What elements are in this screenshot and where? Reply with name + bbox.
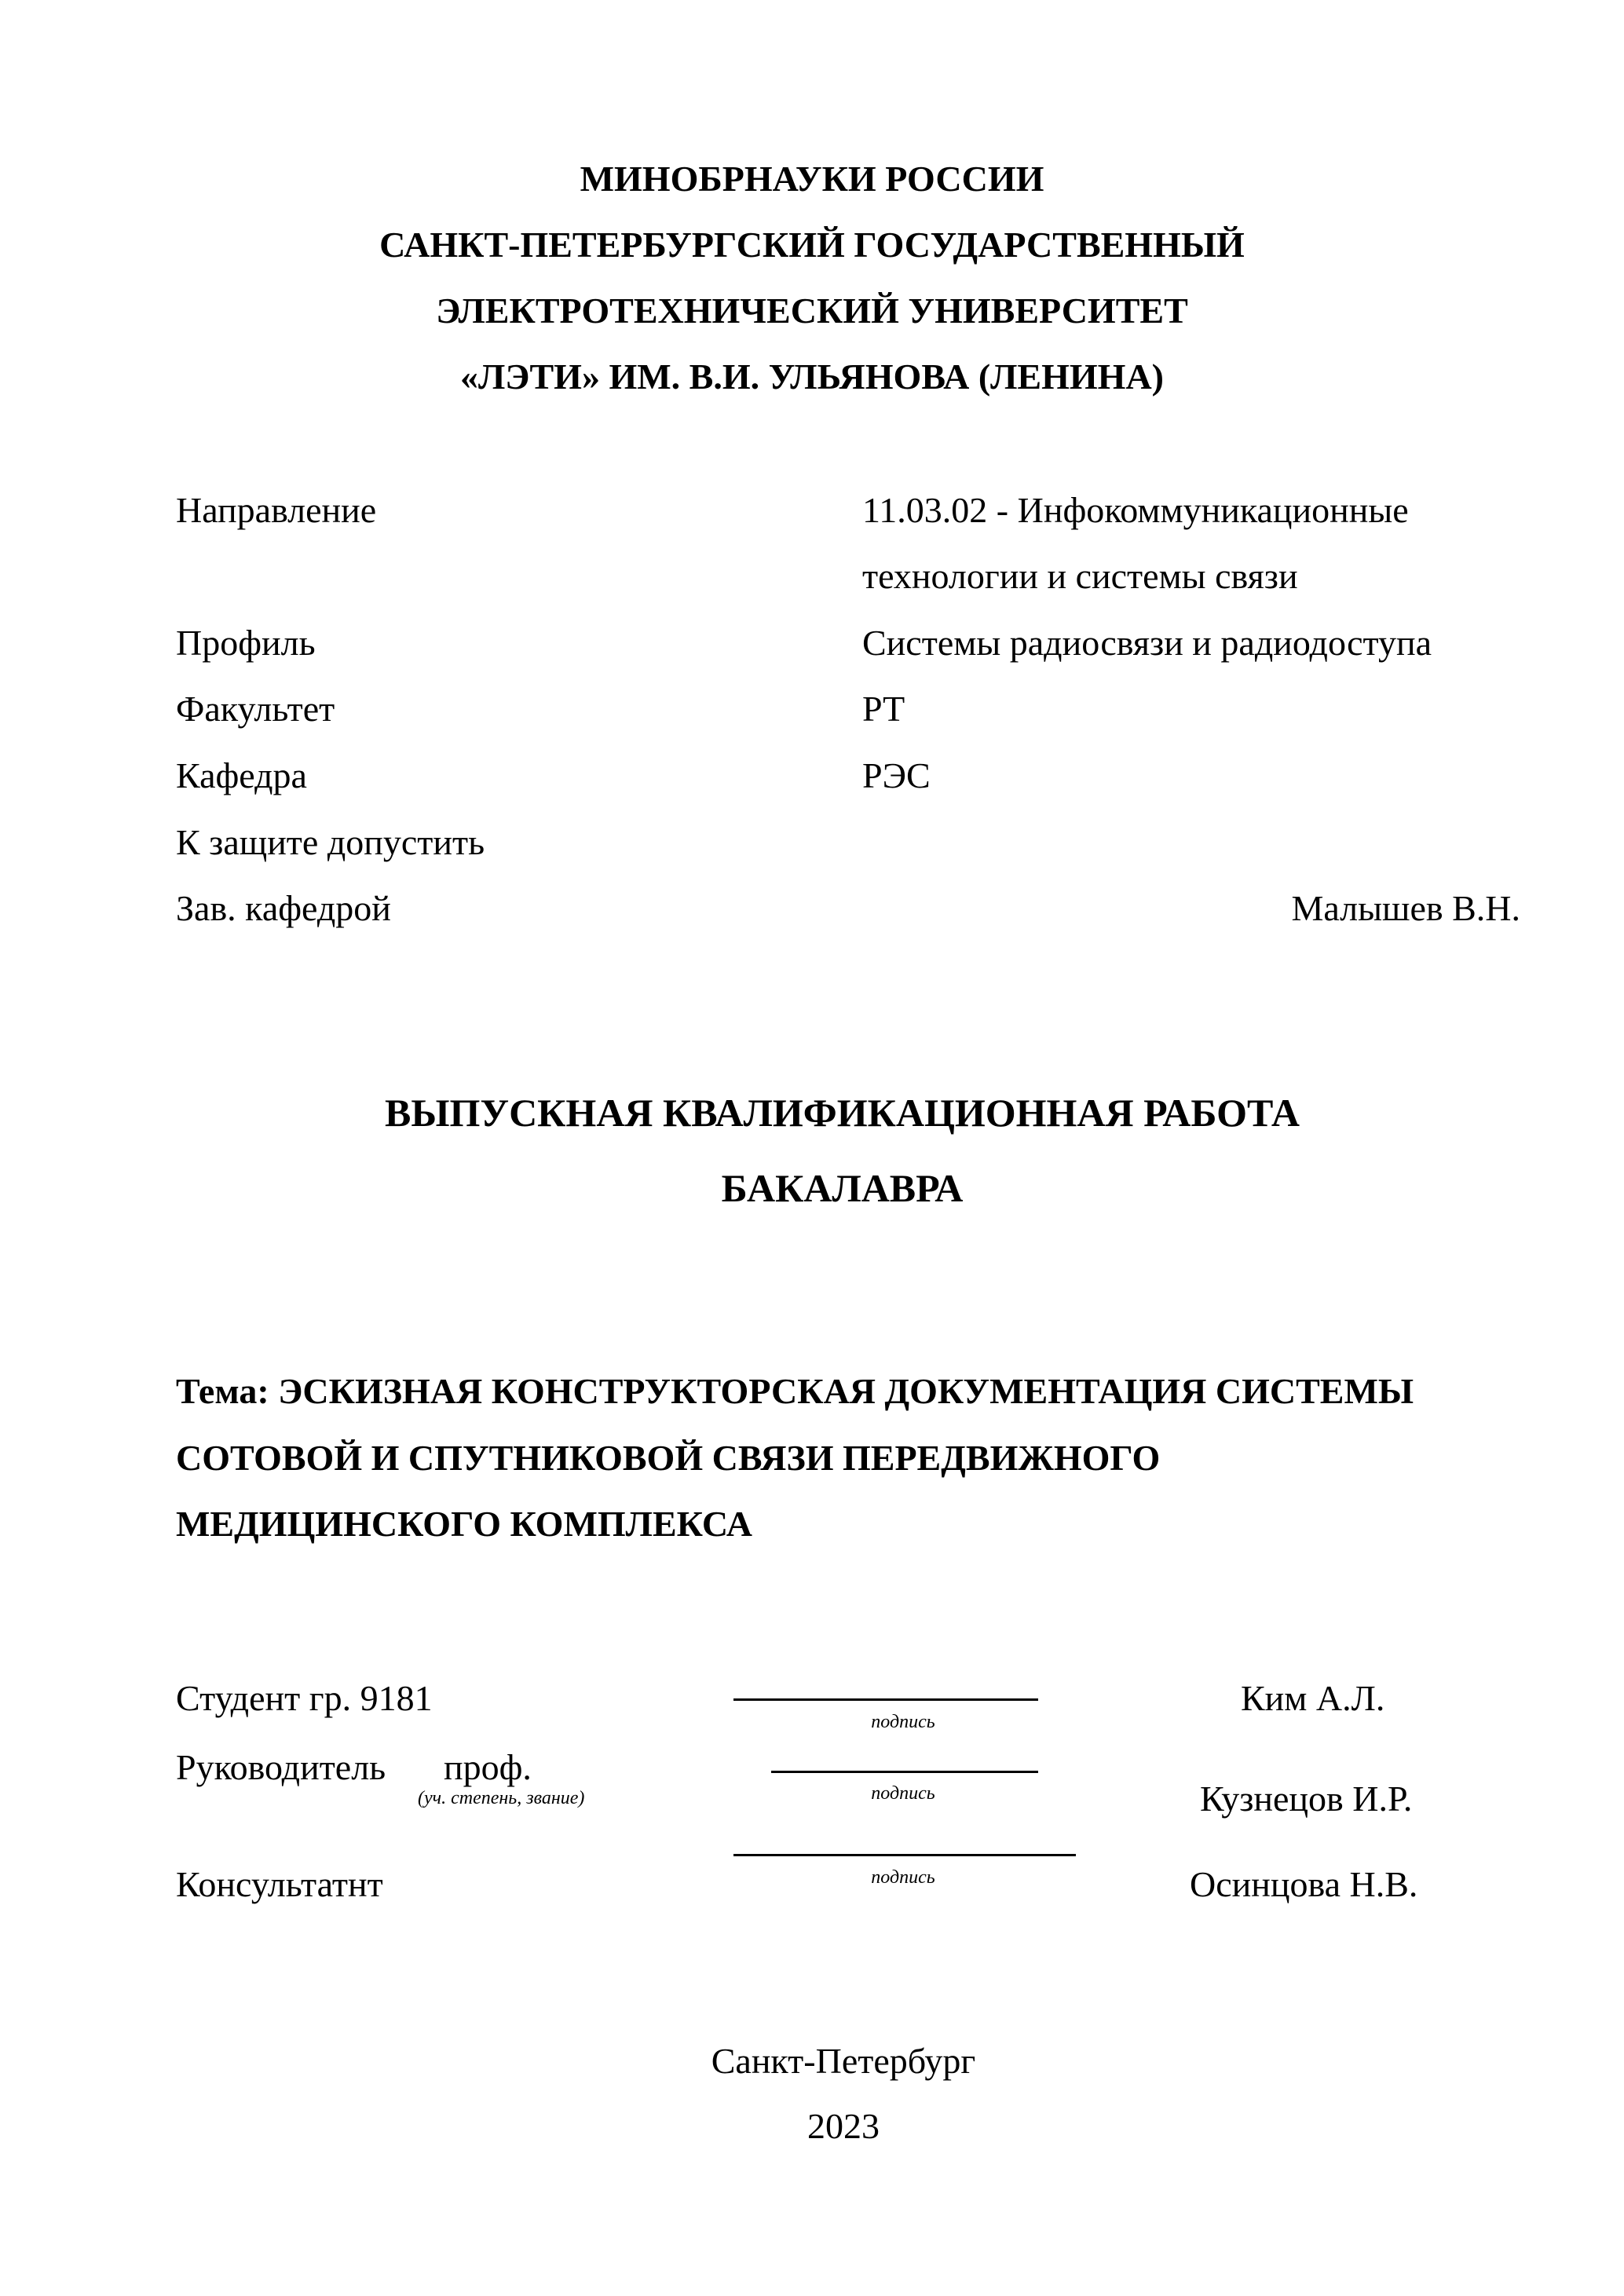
- student-label: Студент гр. 9181: [176, 1678, 433, 1718]
- head-of-department-label: Зав. кафедрой: [176, 888, 391, 928]
- topic-line3: МЕДИЦИНСКОГО КОМПЛЕКСА: [176, 1504, 752, 1544]
- topic-line1: [176, 1373, 1414, 1409]
- work-title-line2: БАКАЛАВРА: [721, 1166, 964, 1210]
- work-title-line1: ВЫПУСКНАЯ КВАЛИФИКАЦИОННАЯ РАБОТА: [385, 1091, 1300, 1135]
- direction-value-line2: технологии и системы связи: [862, 556, 1298, 596]
- city: Санкт-Петербург: [711, 2041, 976, 2081]
- supervisor-rank-hint: (уч. степень, звание): [418, 1788, 585, 1808]
- profile-label: Профиль: [176, 623, 316, 663]
- university-heading-line2: ЭЛЕКТРОТЕХНИЧЕСКИЙ УНИВЕРСИТЕТ: [436, 291, 1188, 331]
- supervisor-rank: проф.: [444, 1747, 532, 1787]
- university-heading-line3: «ЛЭТИ» ИМ. В.И. УЛЬЯНОВА (ЛЕНИНА): [460, 356, 1164, 397]
- ministry-heading: МИНОБРНАУКИ РОССИИ: [580, 159, 1044, 199]
- department-value: РЭС: [862, 755, 931, 795]
- topic-line2: СОТОВОЙ И СПУТНИКОВОЙ СВЯЗИ ПЕРЕДВИЖНОГО: [176, 1438, 1161, 1478]
- supervisor-signature-hint: подпись: [871, 1783, 935, 1804]
- topic-text-line1: ЭСКИЗНАЯ КОНСТРУКТОРСКАЯ ДОКУМЕНТАЦИЯ СИСТЕМЫ: [278, 1371, 1414, 1411]
- faculty-label: Факультет: [176, 689, 335, 729]
- topic-label: Тема:: [176, 1371, 269, 1411]
- student-signature-hint: подпись: [871, 1712, 935, 1732]
- direction-label: Направление: [176, 490, 377, 530]
- student-name: Ким А.Л.: [1241, 1678, 1385, 1718]
- student-signature-line: [733, 1698, 1038, 1701]
- department-label: Кафедра: [176, 755, 307, 795]
- consultant-name: Осинцова Н.В.: [1190, 1864, 1418, 1904]
- consultant-label: Консультатнт: [176, 1864, 383, 1904]
- supervisor-label: Руководитель: [176, 1747, 386, 1787]
- admit-to-defense-label: К защите допустить: [176, 822, 485, 862]
- supervisor-name: Кузнецов И.Р.: [1200, 1779, 1413, 1819]
- year: 2023: [807, 2106, 880, 2146]
- faculty-value: РТ: [862, 689, 905, 729]
- head-of-department-name: Малышев В.Н.: [1291, 888, 1520, 928]
- consultant-signature-hint: подпись: [871, 1867, 935, 1888]
- supervisor-signature-line: [771, 1771, 1038, 1773]
- direction-value-line1: 11.03.02 - Инфокоммуникационные: [862, 490, 1409, 530]
- consultant-signature-line: [733, 1854, 1076, 1856]
- university-heading-line1: САНКТ-ПЕТЕРБУРГСКИЙ ГОСУДАРСТВЕННЫЙ: [379, 225, 1245, 265]
- profile-value: Системы радиосвязи и радиодоступа: [862, 623, 1432, 663]
